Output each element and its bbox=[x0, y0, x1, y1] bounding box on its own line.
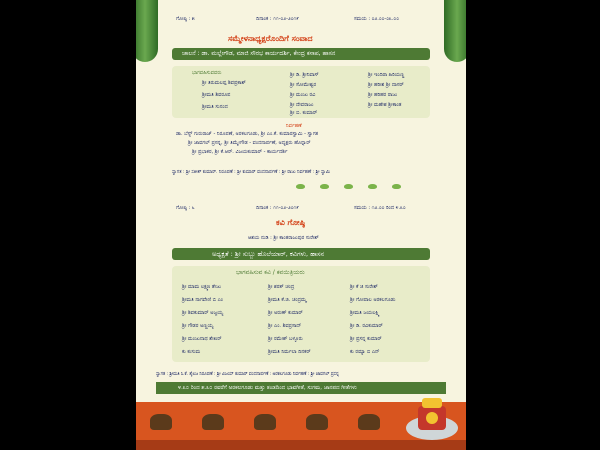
participant: ಶ್ರೀ ಡಿ. ಶ್ರೀನಿವಾಸ್ bbox=[290, 72, 319, 78]
session1-date: ದಿನಾಂಕ : ೧೧-೦೨-೨೦೧೯ bbox=[256, 16, 300, 22]
session2-presided-bar bbox=[172, 248, 430, 260]
session2-poets-label: ಭಾಗವಹಿಸುವ ಕವಿ / ಕವಯಿತ್ರಿಯರು bbox=[236, 269, 305, 276]
poet: ಶ್ರೀ ಮಂಜುನಾಥ ಶೇಖರ್ bbox=[182, 336, 222, 342]
participant: ಶ್ರೀ ಬಿ. ಕುಮಾರ್ bbox=[290, 110, 318, 116]
session1-participants-label: ಭಾಗವಹಿಸುವವರು bbox=[192, 70, 222, 76]
poet: ಶ್ರೀಮತಿ ಜಯಲಕ್ಷ್ಮಿ bbox=[350, 310, 380, 316]
session2-title: ಕವಿ ಗೋಷ್ಠಿ bbox=[276, 218, 306, 227]
sahitya-parishat-emblem-icon bbox=[404, 388, 460, 442]
poet: ಶ್ರೀ ಪ್ರಸನ್ನ ಕುಮಾರ್ bbox=[350, 336, 382, 342]
participant: ಶ್ರೀ ಇಂದಿರಾ ಹಿರಿಯಣ್ಣ bbox=[368, 72, 405, 78]
invitation-page bbox=[136, 0, 466, 450]
poet: ಶ್ರೀಮತಿ ನಿರ್ಮಲಾ ದಿನಕರ್ bbox=[268, 349, 311, 355]
elephant-icon bbox=[202, 414, 224, 430]
nirvahane-line: ಶ್ರೀ ಜಾವಗಲ್ ಪ್ರಸನ್ನ, ಶ್ರೀ ತಿಮ್ಮೇಗೌಡ - ವಂದನಾರ್ಪಣೆ, ಅಧ್ಯಕ್ಷರು ಹೊನ್ನಾರ್ bbox=[188, 140, 311, 146]
session1-chair: ಚಾಲನೆ : ಡಾ. ಮಲ್ಲೇಗೌಡ, ಮಾಜಿ ಸೌರಭ ಕಾರ್ಯದರ್ಶಿ, ಕೇಂದ್ರ ಕಸಾಪ, ಹಾಸನ bbox=[182, 50, 336, 57]
program-banner bbox=[156, 382, 446, 394]
poet: ಶ್ರೀ ಕೆ ಜಿ ಸುರೇಶ್ bbox=[350, 284, 378, 290]
session2-ashaya: ಆಶಯ ನುಡಿ : ಶ್ರೀ ಕಾಂತರಾಜುಪುರ ಸುರೇಶ್ bbox=[248, 235, 319, 241]
session1-footer: ಸ್ವಾಗತ : ಶ್ರೀ ಸತೀಶ್ ಕುಮಾರ್. ನಿರೂಪಣೆ : ಶ್ರೀ ಕುಮಾರ್ ವಂದನಾರ್ಪಣೆ : ಶ್ರೀ ರಾಜು ನಿರ್ವಹಣೆ : ಶ್ರೀ ಸ್ವಾಮಿ bbox=[172, 170, 331, 175]
elephant-frieze bbox=[136, 410, 396, 434]
poet: ಶ್ರೀ ಗೌಡರ ಅಣ್ಣಯ್ಯ bbox=[182, 323, 214, 329]
session2-poets-box bbox=[172, 266, 430, 362]
participant: ಶ್ರೀ ಮಹೇಶ ಶ್ರೀಕಾಂತ bbox=[368, 102, 402, 108]
elephant-icon bbox=[150, 414, 172, 430]
poet: ಶ್ರೀ ಎಂ. ಶಿವಪ್ರಸಾದ್ bbox=[268, 323, 302, 329]
session2-date: ದಿನಾಂಕ : ೧೧-೦೨-೨೦೧೯ bbox=[256, 205, 300, 211]
session1-participants-box bbox=[172, 66, 430, 118]
program-banner-text: ೪.೩೦ ರಿಂದ ೫.೩೦ ರವರೆಗೆ ಅರಕಲಗೂಡು ಮತ್ತು ತಂಡದಿಂದ ಭಾವಗೀತೆ, ಸುಗಮ, ಜಾನಪದ ಗೀತೆಗಳು bbox=[178, 385, 357, 391]
poet: ಶ್ರೀ ಶರತ್ ಚಂದ್ರ bbox=[268, 284, 295, 290]
birds-decoration bbox=[296, 182, 406, 192]
elephant-icon bbox=[254, 414, 276, 430]
participant: ಶ್ರೀಮತಿ ಶಿವರೂಪ bbox=[202, 92, 231, 98]
poet: ಶ್ರೀ ಗೋಪಾಲ ಅರಕಲಗೂಡು bbox=[350, 297, 396, 303]
session2-presided: ಅಧ್ಯಕ್ಷತೆ : ಶ್ರೀ ಸುಬ್ಬು ಹೊಲೆಯಾರ್, ಕವಿಗಳು, ಹಾಸನ bbox=[212, 250, 325, 258]
participant: ಶ್ರೀಮತಿ ಸುನಂದ bbox=[202, 104, 228, 110]
nirvahane-line: ಡಾ. ಬೆಸ್ಟ್ ಗುರುರಾಜ್ - ನಿರೂಪಣೆ, ಅರಕಲಗೂಡು, ಶ್ರೀ ಎಂ.ಕೆ. ಕುಮಾರಸ್ವಾಮಿ - ಸ್ವಾಗತ bbox=[176, 131, 319, 137]
participant: ಶ್ರೀ ದೇವರಾಜು bbox=[290, 102, 314, 108]
bird-icon bbox=[392, 184, 401, 189]
poet: ಶ್ರೀ ಅರುಣ್ ಕುಮಾರ್ bbox=[268, 310, 303, 316]
session2-goshthi: ಗೋಷ್ಠಿ : ೬ bbox=[176, 205, 195, 211]
curtain-right bbox=[444, 0, 466, 62]
poet: ಶ್ರೀಮತಿ ಕೆ.ಜಿ. ಚಂದ್ರಮ್ಮ bbox=[268, 297, 307, 303]
nirvahane-line: ಶ್ರೀ ಪ್ರಭಾಕರ, ಶ್ರೀ ಕೆ.ಆರ್. ವಿಜಯಕುಮಾರ್ - ಕಾರ್ಯದರ್ಶಿ bbox=[192, 149, 288, 155]
bird-icon bbox=[320, 184, 329, 189]
nirvahane-label: ನಿರ್ವಹಣೆ bbox=[286, 123, 302, 129]
poet: ಕು ಕುಸುಮ bbox=[182, 349, 201, 355]
participant: ಶ್ರೀ ಸೋಮೇಶ್ವರ bbox=[290, 82, 317, 88]
elephant-icon bbox=[306, 414, 328, 430]
elephant-icon bbox=[358, 414, 380, 430]
poet: ಶ್ರೀ ಡಿ. ರವಿಕುಮಾರ್ bbox=[350, 323, 383, 329]
session2-time: ಸಮಯ : ೧೨.೦೦ ರಿಂದ ೪.೩೦ bbox=[354, 205, 406, 211]
poet: ಶ್ರೀಮತಿ ನಾಗವೇಣಿ ಬಿ ಎಂ bbox=[182, 297, 223, 303]
poet: ಶ್ರೀ ಶಿವಕುಮಾರ್ ಅಜ್ಜಯ್ಯ bbox=[182, 310, 224, 316]
participant: ಶ್ರೀ ಹರಿಹರ ರಾಜು bbox=[368, 92, 398, 98]
bird-icon bbox=[368, 184, 377, 189]
poet: ಶ್ರೀ ರಮೇಶ್ ಬಳ್ಳೂರು bbox=[268, 336, 303, 342]
bottom-border bbox=[136, 440, 466, 450]
poet: ಕು ರಮ್ಯಾ ಬಿ ಎನ್ bbox=[350, 349, 380, 355]
session1-title: ಸಮ್ಮೇಳನಾಧ್ಯಕ್ಷರೊಂದಿಗೆ ಸಂವಾದ bbox=[228, 34, 313, 43]
poet: ಶ್ರೀ ಮಾಮ ಲಕ್ಷ್ಮಣ ತೇಜು bbox=[182, 284, 222, 290]
bird-icon bbox=[296, 184, 305, 189]
bird-icon bbox=[344, 184, 353, 189]
session1-chair-bar bbox=[172, 48, 430, 60]
participant: ಶ್ರೀ ಹರೀಶ ಶ್ರೀ ದಾಸರ್ bbox=[368, 82, 404, 88]
participant: ಶ್ರೀ ತಿರುಮಲಪ್ಪ ಶಿವಪ್ರಕಾಶ್ bbox=[202, 80, 246, 86]
curtain-left bbox=[136, 0, 158, 62]
session1-time: ಸಮಯ : ೦೨.೦೦-೦೩.೦೦ bbox=[354, 16, 400, 22]
session1-goshthi: ಗೋಷ್ಠಿ : ೫ bbox=[176, 16, 195, 22]
session2-footer: ಸ್ವಾಗತ : ಶ್ರೀಮತಿ ಸಿ.ಕೆ. ಶೈಲಜ ನಿರೂಪಣೆ : ಶ್ರೀ ವಿಜಯ್ ಕುಮಾರ್ ವಂದನಾರ್ಪಣೆ : ಅರಕಲಗೂಡು ನಿರ್ವಹಣೆ : ಶ್ರೀ ಜಾವಗಲ್ ಪ್ರಸನ್ನ bbox=[156, 372, 339, 377]
participant: ಶ್ರೀ ಮಂಜು ರವಿ bbox=[290, 92, 316, 98]
